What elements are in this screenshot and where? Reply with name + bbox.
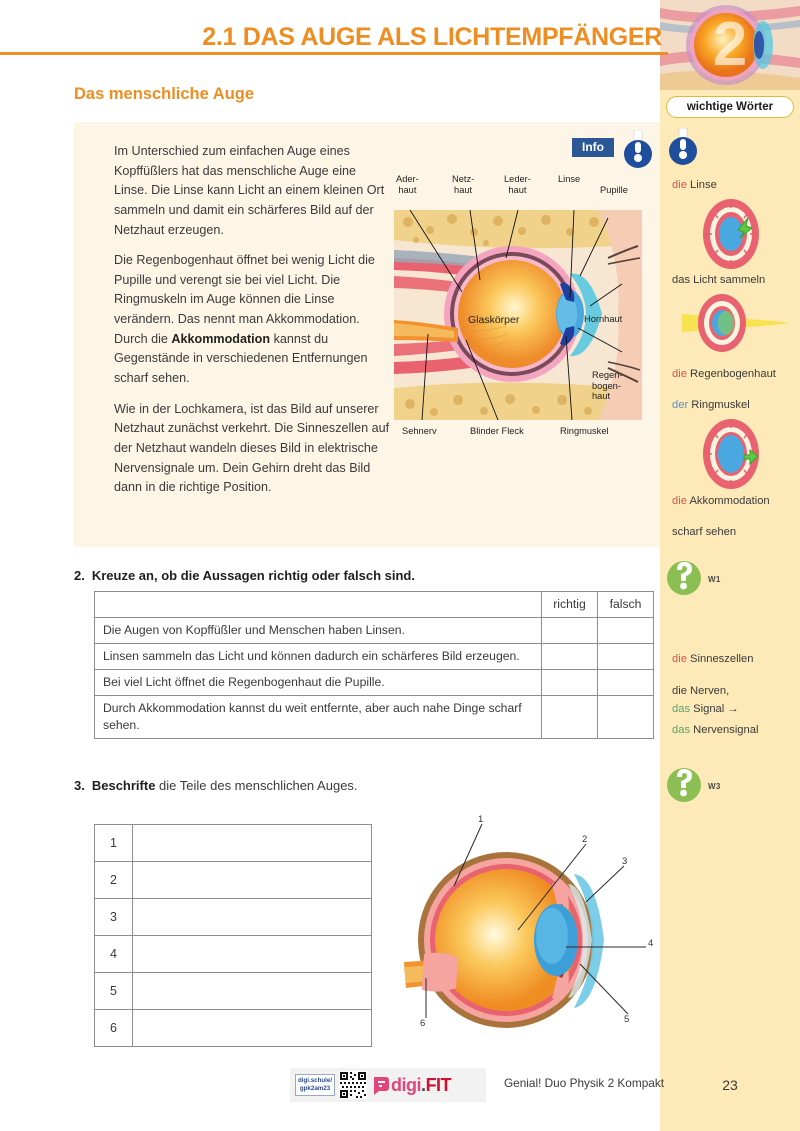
callout-number-5: 5 [624, 1014, 630, 1025]
header-rule [0, 52, 668, 55]
vocab-word: Signal → [693, 703, 739, 715]
answer-field[interactable] [133, 1010, 372, 1047]
digifit-footer-badge[interactable] [290, 1068, 486, 1102]
exercise-3-number: 3. [74, 778, 85, 793]
answer-field[interactable] [133, 899, 372, 936]
diagram-label-glaskoerper: Glaskörper [468, 314, 520, 326]
vocab-item-regenbogenhaut [672, 367, 776, 382]
vocab-item-signal [672, 702, 739, 717]
callout-number-2: 2 [582, 834, 588, 845]
info-content-box [74, 122, 660, 547]
labeling-answer-table [94, 824, 372, 1047]
table-row [95, 618, 654, 644]
article-die: die [672, 495, 687, 507]
falsch-checkbox-cell[interactable] [598, 696, 654, 739]
true-false-table [94, 591, 654, 739]
question-mark-icon-w1 [665, 558, 703, 596]
statement-text: Bei viel Licht öffnet die Regenbogenhaut die Pupille. [95, 670, 542, 696]
vocab-word: Sinneszellen [690, 653, 754, 665]
diagram-label-linse: Linse [558, 174, 581, 184]
falsch-checkbox-cell[interactable] [598, 670, 654, 696]
diagram-label-blinder-fleck: Blinder Fleck [470, 426, 524, 436]
qr-url-line2: gpk2am23 [299, 1085, 331, 1092]
question-mark-icon-w3 [665, 765, 703, 803]
vocab-word: Nerven, [690, 685, 730, 697]
diagram-label-netzhaut: Netz- haut [452, 174, 475, 195]
vocab-item-akkommodation [672, 494, 770, 509]
qr-code-icon[interactable] [339, 1071, 367, 1099]
paragraph-3: Wie in der Lochkamera, ist das Bild auf unserer Netzhaut zunächst verkehrt. Die Sinneszellen auf der Netzhaut wandeln dieses Bild in elektrische Nervensignale um. Dein Gehirn dreht das Bild dann in die richtige Position. [114, 401, 390, 495]
vocab-word: Akkommodation [689, 495, 770, 507]
page-number: 23 [722, 1077, 738, 1093]
bold-term-akkommodation: Akkommodation [171, 331, 271, 346]
table-row [95, 644, 654, 670]
table-header-row [95, 592, 654, 618]
diagram-label-ringmuskel: Ringmuskel [560, 426, 609, 436]
vocab-item-sinneszellen [672, 652, 754, 667]
logo-digi-text: digi [391, 1074, 422, 1095]
light-gathering-icon [678, 292, 790, 359]
exclamation-icon [622, 130, 654, 170]
answer-field[interactable] [133, 825, 372, 862]
paragraph-1: Im Unterschied zum einfachen Auge eines Kopffüßlers hat das menschliche Auge eine Linse. Die Linse kann Licht an einem kleinen Ort sammeln und damit ein schärferes Bild auf der Netzhaut erzeugen. [114, 144, 385, 237]
callout-number-3: 3 [622, 856, 628, 867]
exercise-2-heading [74, 568, 415, 583]
book-title-footer: Genial! Duo Physik 2 Kompakt [504, 1076, 664, 1090]
logo-fit-text: FIT [425, 1074, 452, 1095]
digifit-mark-icon [371, 1075, 391, 1095]
chapter-number: 2 [712, 10, 748, 79]
info-badge: Info [572, 138, 614, 157]
article-die: die [672, 685, 687, 697]
statement-text: Die Augen von Kopffüßler und Menschen haben Linsen. [95, 618, 542, 644]
vocab-item-nervensignal [672, 723, 758, 738]
table-row [95, 825, 372, 862]
answer-field[interactable] [133, 973, 372, 1010]
falsch-checkbox-cell[interactable] [598, 618, 654, 644]
vocab-word: Nervensignal [693, 724, 759, 736]
paragraph-2-tail: kannst du Gegenstände in verschiedenen Entfernungen scharf sehen. [114, 331, 368, 386]
accommodation-icon [700, 416, 766, 497]
exercise-2-prompt: Kreuze an, ob die Aussagen richtig oder falsch sind. [91, 568, 415, 583]
article-der: der [672, 399, 689, 411]
article-die: die [672, 368, 687, 380]
paragraph-2-lead: Die Regenbogenhaut öffnet bei wenig Licht die Pupille und verengt sie bei viel Licht. Die Ringmuskeln im Auge können die Linse verändern. Das nennt man Akkommodation. Durch die [114, 253, 375, 346]
table-row [95, 862, 372, 899]
chapter-header-image [660, 0, 800, 90]
right-sidebar [660, 0, 800, 1131]
callout-number-4: 4 [648, 938, 654, 949]
article-das: das [672, 724, 691, 736]
vocab-word: Ringmuskel [691, 399, 750, 411]
diagram-label-aderhaut: Ader- haut [396, 174, 419, 195]
table-row [95, 696, 654, 739]
worksheet-label-w1: W1 [708, 575, 721, 584]
vocab-word: Linse [690, 179, 717, 191]
header-statement [95, 592, 542, 618]
row-number: 3 [95, 899, 133, 936]
diagram-label-regenbogenhaut: Regen- bogen- haut [592, 370, 623, 402]
statement-text: Linsen sammeln das Licht und können dadurch ein schärferes Bild erzeugen. [95, 644, 542, 670]
paragraph-2 [114, 251, 392, 388]
vocab-item-linse [672, 178, 717, 193]
answer-field[interactable] [133, 862, 372, 899]
vocab-item-nerven [672, 684, 729, 699]
diagram-label-lederhaut: Leder- haut [504, 174, 531, 195]
article-das: das [672, 703, 691, 715]
diagram-label-sehnerv: Sehnerv [402, 426, 437, 436]
callout-number-6: 6 [420, 1018, 426, 1029]
row-number: 4 [95, 936, 133, 973]
statement-text: Durch Akkommodation kannst du weit entfernte, aber auch nahe Dinge scharf sehen. [95, 696, 542, 739]
qr-url-text [295, 1074, 335, 1096]
table-row [95, 936, 372, 973]
article-die: die [672, 179, 687, 191]
exercise-2-number: 2. [74, 568, 85, 583]
diagram-label-pupille: Pupille [600, 185, 628, 195]
wichtige-woerter-badge: wichtige Wörter [666, 96, 794, 118]
page-header [0, 14, 668, 60]
exercise-3-prompt: die Teile des menschlichen Auges. [155, 778, 358, 793]
worksheet-label-w3: W3 [708, 782, 721, 791]
table-row [95, 899, 372, 936]
digifit-logo [371, 1075, 451, 1096]
exercise-3-heading [74, 778, 358, 793]
row-number: 1 [95, 825, 133, 862]
vocab-word: Regenbogenhaut [690, 368, 776, 380]
row-number: 6 [95, 1010, 133, 1047]
answer-field[interactable] [133, 936, 372, 973]
falsch-checkbox-cell[interactable] [598, 644, 654, 670]
vocab-item-licht-sammeln: das Licht sammeln [672, 274, 766, 286]
exclamation-icon [668, 128, 698, 166]
richtig-checkbox-cell[interactable] [542, 618, 598, 644]
row-number: 2 [95, 862, 133, 899]
logo-dot: . [421, 1074, 426, 1095]
richtig-checkbox-cell[interactable] [542, 670, 598, 696]
table-row [95, 670, 654, 696]
callout-number-1: 1 [478, 814, 484, 825]
header-richtig: richtig [542, 592, 598, 618]
lens-icon [700, 196, 762, 277]
vocab-item-ringmuskel [672, 398, 750, 413]
eye-diagram-numbered [396, 812, 664, 1062]
qr-url-line1: digi.schule/ [298, 1077, 333, 1085]
table-row [95, 1010, 372, 1047]
eye-cross-section-diagram [394, 174, 642, 456]
richtig-checkbox-cell[interactable] [542, 644, 598, 670]
article-die: die [672, 653, 687, 665]
exercise-3-verb: Beschrifte [91, 778, 156, 793]
table-row [95, 973, 372, 1010]
vocab-item-scharf-sehen: scharf sehen [672, 526, 737, 538]
header-falsch: falsch [598, 592, 654, 618]
row-number: 5 [95, 973, 133, 1010]
body-text [114, 142, 392, 509]
richtig-checkbox-cell[interactable] [542, 696, 598, 739]
diagram-label-hornhaut: Hornhaut [584, 314, 623, 324]
section-title: Das menschliche Auge [74, 85, 255, 103]
page-title: 2.1 DAS AUGE ALS LICHTEMPFÄNGER [202, 23, 662, 51]
